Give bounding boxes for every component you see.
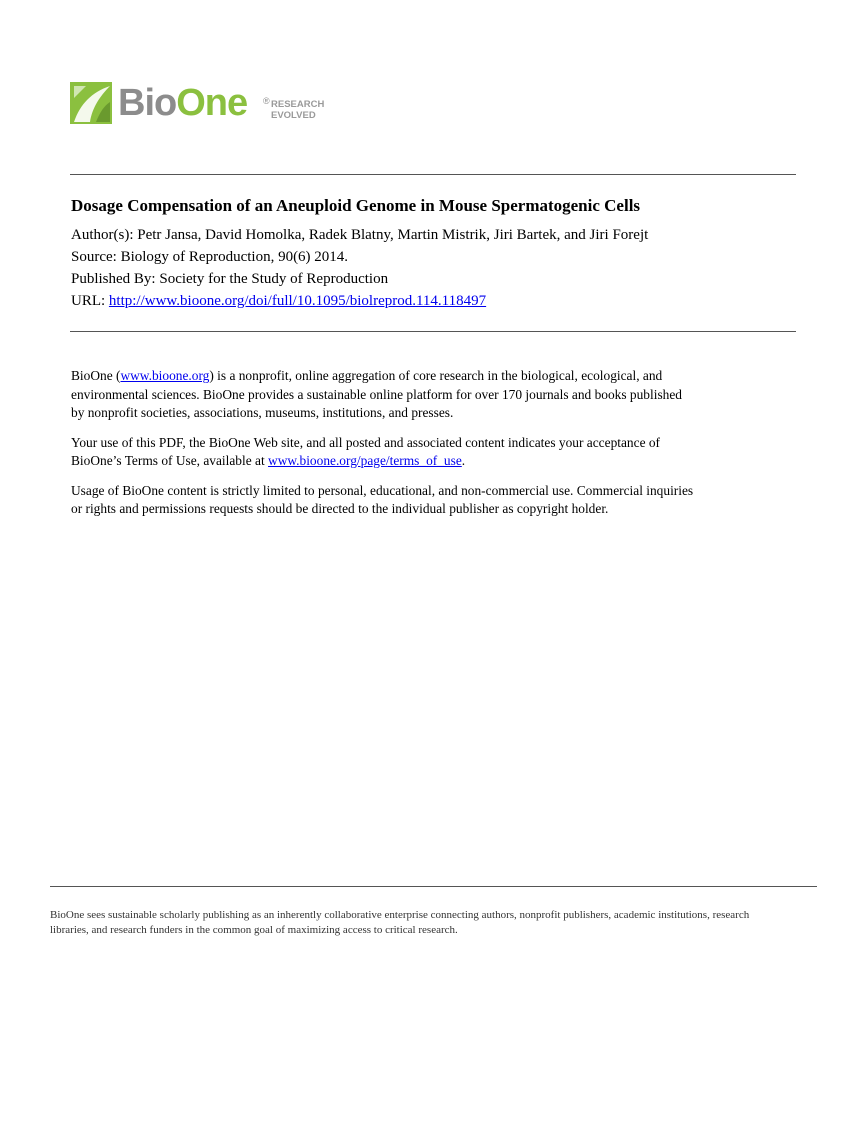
bioone-home-link[interactable]: www.bioone.org: [120, 368, 210, 383]
authors-value: Petr Jansa, David Homolka, Radek Blatny, Martin Mistrik, Jiri Bartek, and Jiri Forejt: [137, 227, 649, 243]
logo-wordmark-one: One: [176, 82, 248, 124]
source-line: [71, 246, 648, 268]
article-metadata: [71, 224, 648, 312]
footer-line1: BioOne sees sustainable scholarly publishing as an inherently collaborative enterprise connecting authors, nonprofit publishers, academic institutions, research: [50, 909, 750, 921]
bioone-leaf-icon: [70, 82, 112, 124]
article-url-link[interactable]: http://www.bioone.org/doi/full/10.1095/biolreprod.114.118497: [108, 293, 487, 309]
footer-divider: [50, 886, 817, 887]
p3-line2: or rights and permissions requests should be directed to the individual publisher as copyright holder.: [71, 501, 609, 516]
authors-line: [71, 224, 648, 246]
source-value: Biology of Reproduction, 90(6) 2014.: [120, 249, 349, 265]
publisher-label: Published By:: [71, 271, 156, 287]
p2-line1: Your use of this PDF, the BioOne Web site, and all posted and associated content indicates your acceptance of: [71, 434, 661, 450]
publisher-line: [71, 268, 648, 290]
p1-text-a: BioOne (: [71, 368, 121, 383]
registered-mark: ®: [263, 96, 270, 106]
p2-line2-a: BioOne’s Terms of Use, available at: [71, 453, 269, 468]
logo-tagline-line2: EVOLVED: [271, 110, 316, 121]
publisher-value: Society for the Study of Reproduction: [159, 271, 389, 287]
footer-statement: [50, 908, 820, 938]
logo-tagline-line1: RESEARCH: [271, 99, 325, 110]
terms-of-use-link[interactable]: www.bioone.org/page/terms_of_use: [268, 453, 462, 468]
notice-paragraph-about: [71, 367, 801, 423]
article-title: Dosage Compensation of an Aneuploid Genome in Mouse Spermatogenic Cells: [71, 196, 641, 215]
notice-section: [71, 367, 801, 530]
p1-line3: by nonprofit societies, associations, museums, institutions, and presses.: [71, 405, 454, 420]
logo-wordmark-bio: Bio: [118, 82, 177, 124]
logo-wordmark: [118, 80, 247, 126]
footer-line2: libraries, and research funders in the common goal of maximizing access to critical research.: [50, 924, 458, 936]
notice-paragraph-usage: [71, 482, 801, 519]
p2-line2-b: .: [461, 453, 466, 468]
metadata-divider: [70, 331, 796, 332]
header-divider: [70, 174, 796, 175]
p1-text-b: ) is a nonprofit, online aggregation of core research in the biological, ecological, and: [209, 368, 663, 383]
notice-paragraph-terms: [71, 434, 801, 471]
source-label: Source:: [71, 249, 117, 265]
p3-line1: Usage of BioOne content is strictly limited to personal, educational, and non-commercial use. Commercial inquiries: [71, 482, 694, 498]
p1-line2: environmental sciences. BioOne provides a sustainable online platform for over 170 journals and books published: [71, 386, 682, 402]
logo-tagline: [271, 99, 324, 121]
url-line: [71, 290, 648, 312]
url-label: URL:: [71, 293, 106, 309]
bioone-logo: [70, 82, 340, 126]
authors-label: Author(s):: [71, 227, 134, 243]
